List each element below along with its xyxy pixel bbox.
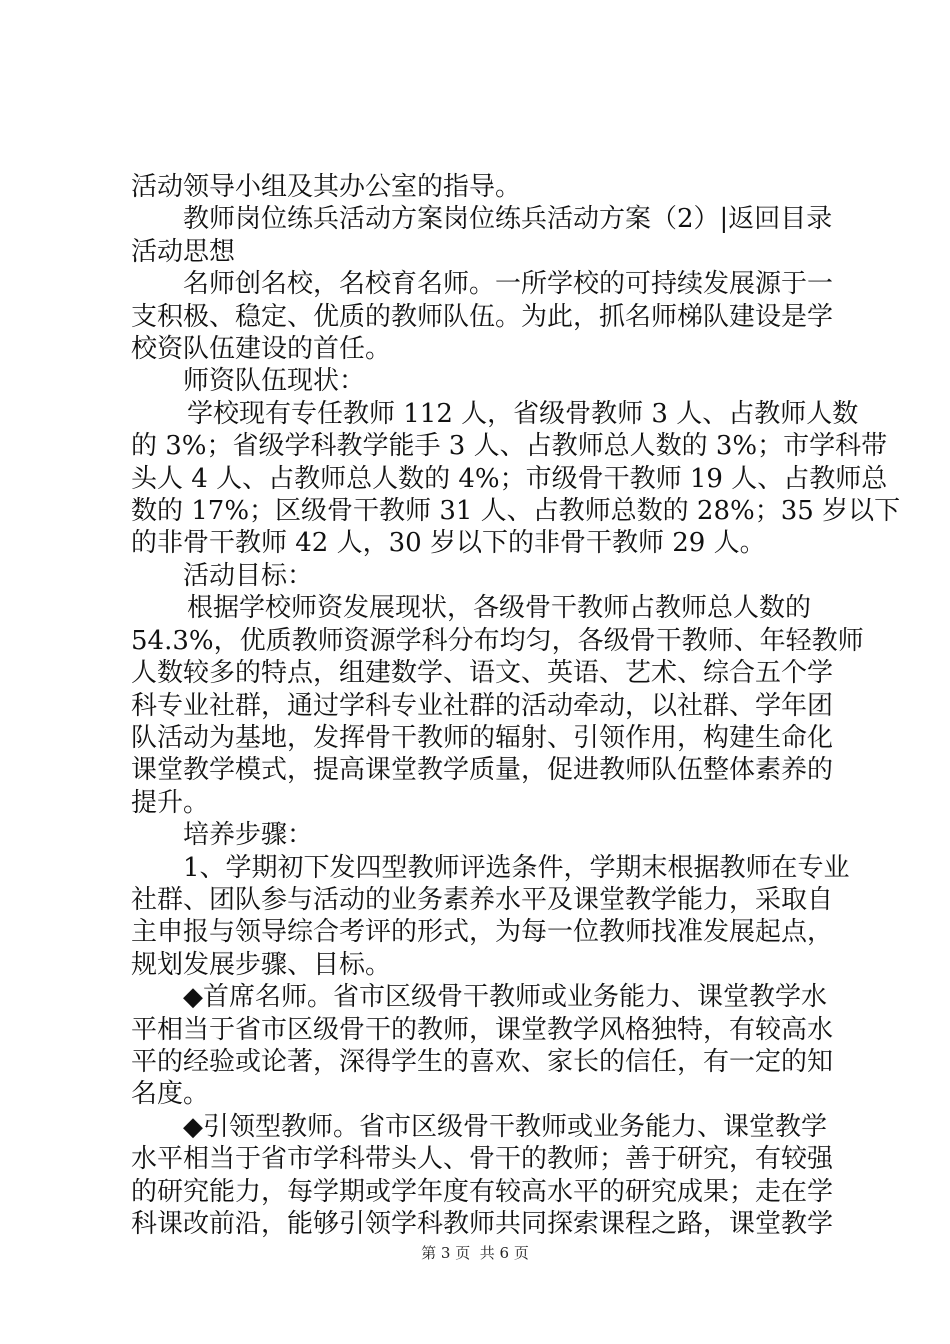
text-line: 校资队伍建设的首任。	[131, 334, 392, 365]
document-body	[131, 171, 901, 1240]
section-heading: 教师岗位练兵活动方案岗位练兵活动方案（2）|返回目录	[183, 204, 833, 235]
text-line: 提升。	[131, 787, 210, 818]
text-line: 科专业社群，通过学科专业社群的活动牵动，以社群、学年团	[131, 690, 834, 721]
section-heading: 活动思想	[131, 236, 236, 267]
text-line: ◆首席名师。省市区级骨干教师或业务能力、课堂教学水	[183, 982, 827, 1013]
section-heading: 培养步骤：	[183, 820, 314, 851]
text-line: 学校现有专任教师 112 人，省级骨教师 3 人、占教师人数	[187, 398, 859, 429]
text-line: 名度。	[131, 1079, 210, 1110]
text-line: 规划发展步骤、目标。	[131, 949, 392, 980]
text-line: 的研究能力，每学期或学年度有较高水平的研究成果；走在学	[131, 1176, 834, 1207]
text-line: 水平相当于省市学科带头人、骨干的教师；善于研究，有较强	[131, 1144, 834, 1175]
text-line: 社群、团队参与活动的业务素养水平及课堂教学能力，采取自	[131, 884, 834, 915]
text-line: 平相当于省市区级骨干的教师，课堂教学风格独特，有较高水	[131, 1014, 834, 1045]
text-line: 根据学校师资发展现状，各级骨干教师占教师总人数的	[187, 593, 812, 624]
text-line: 的非骨干教师 42 人，30 岁以下的非骨干教师 29 人。	[131, 528, 766, 559]
text-line: 平的经验或论著，深得学生的喜欢、家长的信任，有一定的知	[131, 1046, 834, 1077]
text-line: 主申报与领导综合考评的形式，为每一位教师找准发展起点，	[131, 917, 834, 948]
text-line: 名师创名校，名校育名师。一所学校的可持续发展源于一	[183, 269, 834, 300]
text-line: 人数较多的特点，组建数学、语文、英语、艺术、综合五个学	[131, 658, 834, 689]
text-line: 头人 4 人、占教师总人数的 4%；市级骨干教师 19 人、占教师总	[131, 463, 888, 494]
text-line: ◆引领型教师。省市区级骨干教师或业务能力、课堂教学	[183, 1111, 827, 1142]
text-line: 活动领导小组及其办公室的指导。	[131, 172, 522, 202]
text-line: 1、学期初下发四型教师评选条件，学期末根据教师在专业	[183, 852, 850, 883]
text-line: 科课改前沿，能够引领学科教师共同探索课程之路，课堂教学	[131, 1209, 834, 1239]
text-line: 支积极、稳定、优质的教师队伍。为此，抓名师梯队建设是学	[131, 301, 834, 332]
section-heading: 师资队伍现状：	[183, 366, 366, 397]
page-number: 第 3 页 共 6 页	[421, 1244, 529, 1262]
text-line: 数的 17%；区级骨干教师 31 人、占教师总数的 28%；35 岁以下	[131, 496, 901, 527]
text-line: 队活动为基地，发挥骨干教师的辐射、引领作用，构建生命化	[131, 722, 834, 753]
section-heading: 活动目标：	[183, 560, 314, 591]
page-footer	[0, 1242, 950, 1263]
text-line: 的 3%；省级学科教学能手 3 人、占教师总人数的 3%；市学科带	[131, 431, 888, 462]
text-line: 54.3%，优质教师资源学科分布均匀，各级骨干教师、年轻教师	[131, 625, 864, 656]
text-line: 课堂教学模式，提高课堂教学质量，促进教师队伍整体素养的	[131, 755, 834, 786]
